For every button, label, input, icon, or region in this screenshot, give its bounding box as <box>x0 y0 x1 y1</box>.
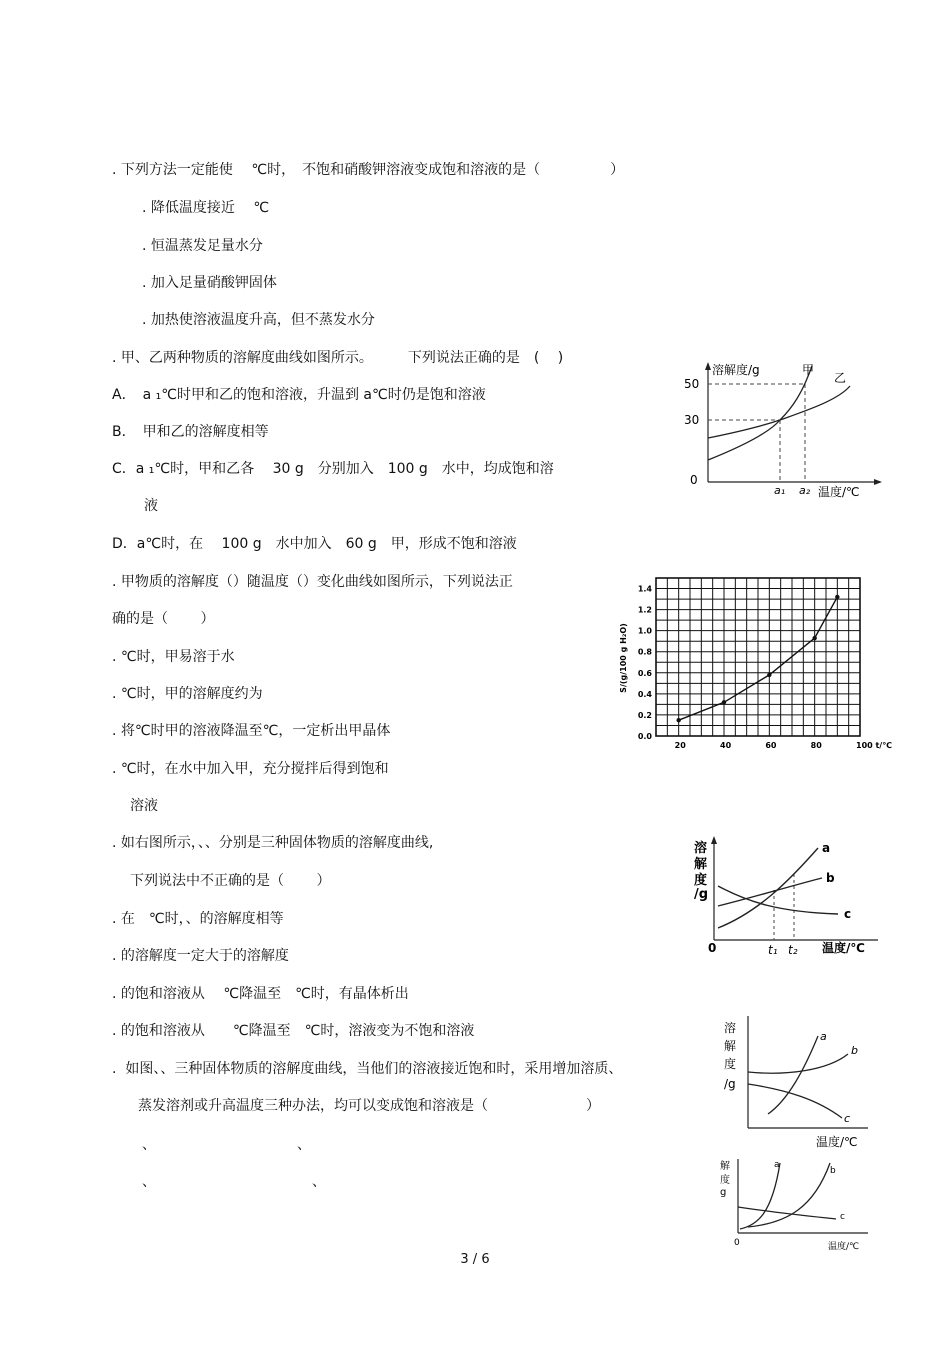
q3-option-d-cont: 溶液 <box>130 798 158 814</box>
y-label-1: 溶 <box>724 1021 737 1035</box>
q1-option-b: . 恒温蒸发足量水分 <box>142 238 263 254</box>
curve-a <box>768 1036 818 1114</box>
t2-label: t₂ <box>788 943 798 957</box>
x-axis-label: 温度/℃ <box>822 941 865 955</box>
q2-option-a: A． a ₁℃时甲和乙的饱和溶液，升温到 a℃时仍是饱和溶液 <box>112 387 486 403</box>
x-tick-label: 100 t/℃ <box>856 741 892 750</box>
q2-option-c-cont: 液 <box>144 498 158 514</box>
curve-label-yi: 乙 <box>834 371 847 385</box>
q4-stem-cont: 下列说法中不正确的是（ ） <box>130 873 331 889</box>
origin-label: 0 <box>734 1238 740 1248</box>
x-axis-label: 温度/℃ <box>828 1242 860 1252</box>
data-point <box>835 595 839 599</box>
y-label-4: /g <box>724 1077 736 1091</box>
y-tick-label: 1.2 <box>637 605 652 615</box>
q4-option-c: . 的饱和溶液从 ℃降温至 ℃时，有晶体析出 <box>112 986 409 1002</box>
q5-stem: . 如图、、三种固体物质的溶解度曲线，当他们的溶液接近饱和时，采用增加溶质、 <box>112 1061 623 1077</box>
q4-option-a: . 在 ℃时，、的溶解度相等 <box>112 911 284 927</box>
q5-option-b: 、 <box>297 1137 311 1153</box>
q1-stem: . 下列方法一定能使 ℃时， 不饱和硝酸钾溶液变成饱和溶液的是（ ） <box>112 162 625 178</box>
x-tick-a1: a₁ <box>774 484 786 497</box>
y-arrow <box>711 836 717 844</box>
label-a: a <box>820 1030 827 1043</box>
y-tick-50: 50 <box>684 377 700 391</box>
y-tick-label: 0.4 <box>637 689 652 699</box>
chart-y-label: S/(g/100 g H₂O) <box>619 623 628 693</box>
q1-option-a: . 降低温度接近 ℃ <box>142 200 270 216</box>
q3-stem: . 甲物质的溶解度（）随温度（）变化曲线如图所示，下列说法正 <box>112 574 513 590</box>
data-point <box>722 700 726 704</box>
q1-option-d: . 加热使溶液温度升高，但不蒸发水分 <box>142 312 375 328</box>
q2-option-c: C．a ₁℃时，甲和乙各 30 g 分别加入 100 g 水中，均成饱和溶 <box>112 461 554 477</box>
page-number: 3 / 6 <box>460 1252 490 1267</box>
y-tick-label: 0.8 <box>637 647 652 657</box>
y-label-2: 度 <box>720 1175 730 1186</box>
data-point <box>767 673 771 677</box>
curve-b <box>748 1054 848 1073</box>
y-label-1: 溶 <box>694 841 708 856</box>
x-axis-label: 温度/℃ <box>816 1135 858 1149</box>
figure-abc-t1-t2 <box>688 832 888 960</box>
y-arrow <box>705 362 711 370</box>
y-tick-0: 0 <box>690 473 698 487</box>
q5-option-d: 、 <box>312 1174 326 1190</box>
origin-label: 0 <box>708 941 717 955</box>
q2-option-b: B． 甲和乙的溶解度相等 <box>112 424 269 440</box>
y-tick-label: 0.0 <box>637 732 652 741</box>
y-label-4: /g <box>694 887 709 902</box>
curve-label-jia: 甲 <box>802 363 815 377</box>
q2-stem: . 甲、乙两种物质的溶解度曲线如图所示。 下列说法正确的是 ( ) <box>112 350 564 366</box>
y-label-3: g <box>720 1187 727 1198</box>
q5-option-a: 、 <box>142 1137 156 1153</box>
chart-grid <box>656 578 860 736</box>
y-label-3: 度 <box>724 1057 737 1071</box>
data-point <box>676 718 680 722</box>
y-label-2: 解 <box>724 1039 737 1053</box>
q4-option-b: . 的溶解度一定大于的溶解度 <box>112 948 289 964</box>
q3-stem-cont: 确的是（ ） <box>112 611 215 627</box>
t1-label: t₁ <box>768 943 778 957</box>
y-tick-30: 30 <box>684 413 700 427</box>
label-c: c <box>840 1212 845 1222</box>
figure-abc-3 <box>718 1155 878 1255</box>
data-point <box>812 636 816 640</box>
curve-jia <box>708 366 812 460</box>
label-a: a <box>822 841 831 855</box>
q5-stem-cont: 蒸发溶剂或升高温度三种办法，均可以变成饱和溶液是（ ） <box>138 1098 600 1114</box>
curve-a <box>740 1163 780 1229</box>
figure-abc-2 <box>718 1010 878 1150</box>
label-c: c <box>844 1112 851 1125</box>
q2-option-d: D．a℃时，在 100 g 水中加入 60 g 甲，形成不饱和溶液 <box>112 536 517 552</box>
figure-jia-yi-solubility <box>668 358 890 500</box>
curve-a <box>718 848 818 928</box>
label-b: b <box>851 1044 858 1057</box>
label-a: a <box>774 1160 780 1170</box>
q4-option-d: . 的饱和溶液从 ℃降温至 ℃时，溶液变为不饱和溶液 <box>112 1023 475 1039</box>
y-tick-label: 0.2 <box>637 710 652 720</box>
q3-option-c: . 将℃时甲的溶液降温至℃，一定析出甲晶体 <box>112 723 391 739</box>
x-tick-a2: a₂ <box>799 484 811 497</box>
label-c: c <box>844 907 852 921</box>
label-b: b <box>830 1166 836 1176</box>
q1-option-c: . 加入足量硝酸钾固体 <box>142 275 277 291</box>
y-label-3: 度 <box>694 873 708 888</box>
curve-c <box>748 1084 842 1118</box>
x-tick-label: 60 <box>765 741 777 750</box>
x-arrow <box>874 479 882 485</box>
x-tick-label: 80 <box>810 741 822 750</box>
x-tick-label: 40 <box>720 741 732 750</box>
x-axis-label: 温度/℃ <box>818 485 860 499</box>
y-tick-label: 1.4 <box>637 584 652 594</box>
label-b: b <box>826 871 835 885</box>
figure-jia-solubility-chart <box>612 572 892 752</box>
y-tick-label: 0.6 <box>637 668 652 678</box>
q4-stem: . 如右图所示，、、分别是三种固体物质的溶解度曲线, <box>112 835 434 851</box>
y-axis-label: 溶解度/g <box>712 363 760 377</box>
x-tick-label: 20 <box>674 741 686 750</box>
q3-option-d: . ℃时，在水中加入甲，充分搅拌后得到饱和 <box>112 761 389 777</box>
y-label-1: 解 <box>720 1161 730 1172</box>
curve-b <box>718 878 822 906</box>
q3-option-a: . ℃时，甲易溶于水 <box>112 649 235 665</box>
q3-option-b: . ℃时，甲的溶解度约为 <box>112 686 263 702</box>
curve-yi <box>708 386 850 438</box>
y-tick-label: 1.0 <box>637 626 652 636</box>
y-label-2: 解 <box>694 857 708 872</box>
q5-option-c: 、 <box>142 1174 156 1190</box>
